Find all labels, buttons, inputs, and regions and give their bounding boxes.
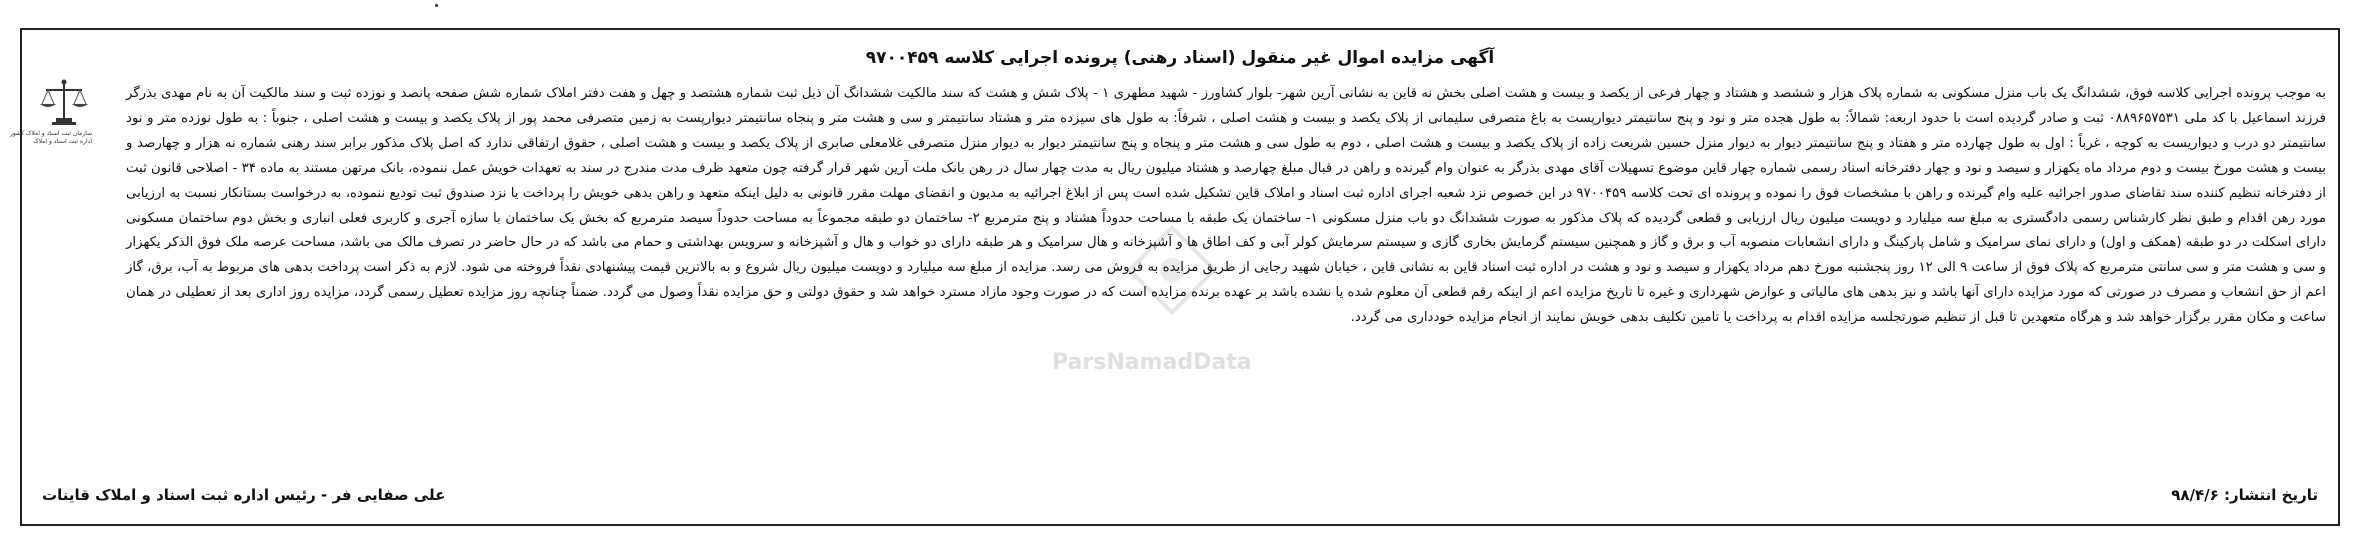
- publish-date-label: تاریخ انتشار:: [2224, 486, 2318, 504]
- notice-title: آگهی مزایده اموال غیر منقول (اسناد رهنی) پرونده اجرایی کلاسه ۹۷۰۰۴۵۹: [865, 48, 1495, 68]
- publish-date-value: ۹۸/۴/۶: [2171, 486, 2219, 504]
- signer-name: علی صفایی فر - رئیس اداره ثبت اسناد و املاک قاینات: [42, 486, 446, 504]
- logo-caption-line2: اداره ثبت اسناد و املاک: [33, 138, 92, 145]
- watermark-text: ParsNamadData: [1052, 350, 1252, 375]
- notice-frame: [9, 28, 2340, 526]
- notice-body: به موجب پرونده اجرایی کلاسه فوق، ششدانگ یک باب منزل مسکونی به شماره پلاک هزار و ششصد و هشتاد و چهار فرعی از یکصد و بیست و هشت اصلی بخش نه قاین به نشانی آرین شهر- بلوار کشاورز - شهید مطهری ۱ - پلاک شش و هشت که سند مالکیت ششدانگ آن ذیل ثبت شماره هشتصد و چهل و هفت دفتر املاک شماره شش صفحه پانصد و نوزده ثبت و سند مالکیت آن به نام مهدی بذرگر فرزند اسماعیل با کد ملی ۰۸۸۹۶۵۷۵۳۱ ثبت و صادر گردیده است با حدود اربعه: شمالاً: به طول هجده متر و نود و پنج سانتیمتر دیوارپست به باغ متصرفی سلیمانی از پلاک یکصد و بیست و هشت اصلی ، شرقاً: به طول های سیزده متر و هشتاد سانتیمتر و سی و هشت متر و پنجاه سانتیمتر دیوارپست به زمین متصرفی محمد پور از پلاک یکصد و بیست و هشت اصلی ، جنوباً : به طول نوزده متر و نود سانتیمتر دو درب و دیواریست به کوچه ، غرباً : اول به طول چهارده متر و هفتاد و پنج سانتیمتر دیوار به دیوار منزل حسین شریعت زاده از پلاک یکصد و بیست و هشت اصلی ، دوم به طول سی و هشت متر و پنجاه و پنج سانتیمتر دیوار به دیوار منزل متصرفی غلامعلی صابری از پلاک یکصد و بیست و هشت اصلی ، حقوق ارتفاقی ندارد که اصل پلاک مذکور برابر سند رهنی شماره نه هزار و چهارصد و بیست و هشت مورخ بیست و دوم مرداد ماه یکهزار و سیصد و نود و چهار دفترخانه اسناد رسمی شماره چهار قاین موضوع تسهیلات آقای مهدی بذرگر به عنوان وام گیرنده و راهن در قبال مبلغ چهارصد و هشتاد میلیون ریال به مدت چهار سال در رهن بانک ملت آرین شهر قرار گرفته چون متعهد ظرف مدت مندرج در سند به تعهدات خویش عمل ننموده، بانک مرتهن مستند به ماده ۳۴ - اصلاحی قانون ثبت از دفترخانه تنظیم کننده سند تقاضای صدور اجرائیه علیه وام گیرنده و راهن با مشخصات فوق را نموده و پرونده ای تحت کلاسه ۹۷۰۰۴۵۹ در این خصوص نزد شعبه اجرای اداره ثبت اسناد و املاک قاین تشکیل شده است پس از ابلاغ اجرائیه به مدیون و انقضای مهلت مقرر قانونی به دلیل اینکه متعهد و راهن بدهی خویش را پرداخت یا نزد صندوق ثبت تودیع ننموده، به درخواست بستانکار نسبت به ارزیابی مورد رهن اقدام و طبق نظر کارشناس رسمی دادگستری به مبلغ سه میلیارد و دویست میلیون ریال ارزیابی و قطعی گردیده که پلاک مذکور به صورت ششدانگ دو باب منزل مسکونی ۱- ساختمان یک طبقه با مساحت حدوداً هشتاد و پنج مترمربع ۲- ساختمان دو طبقه مجموعاً به مساحت حدوداً سیصد مترمربع که بخش یک ساختمان با سازه آجری و کاربری فعلی انباری و بخش دوم ساختمان مسکونی دارای اسکلت در دو طبقه (همکف و اول) و دارای نمای سرامیک و شامل پارکینگ و دارای انشعابات منصوبه آب و برق و گاز و همچنین سیستم گرمایش بخاری گازی و سیستم سرمایش کولر آبی و کف اطاق ها و آشپزخانه و هال سرامیک و هر طبقه دارای دو خواب و هال و آشپزخانه و سرویس بهداشتی و حمام می باشد که در حال حاضر در تصرف مالک می باشد، مساحت عرصه ملک فوق الذکر یکهزار و سی و هشت متر و سی سانتی مترمربع که پلاک فوق از ساعت ۹ الی ۱۲ روز پنجشنبه مورخ دهم مرداد یکهزار و سیصد و نود و هشت در اداره ثبت اسناد قاین به نشانی قاین ، خیابان شهید رجایی از طریق مزایده به فروش می رسد. مزایده از مبلغ سه میلیارد و دویست میلیون ریال شروع و به بالاترین قیمت پیشنهادی نقداً فروخته می شود. لازم به ذکر است پرداخت بدهی های مربوط به آب، برق، گاز اعم از حق انشعاب و مصرف در صورتی که مورد مزایده دارای آنها باشد و نیز بدهی های مالیاتی و عوارض شهرداری و غیره تا تاریخ مزایده اعم از اینکه رقم قطعی آن معلوم شده یا نشده باشد بر عهده برنده مزایده است که در صورت وجود مازاد مسترد خواهد شد و حقوق دولتی و حق مزایده نقداً وصول می گردد. ضمناً چنانچه روز مزایده تعطیل رسمی گردد، مزایده روز اداری بعد از تعطیلی در همان ساعت و مکان مقرر برگزار خواهد شد و هرگاه متعهدین تا قبل از تنظیم صورتجلسه مزایده اقدام به پرداخت یا تامین تکلیف بدهی خویش نمایند از انجام مزایده خودداری می گردد.: [126, 86, 2326, 326]
- publish-date: [2171, 486, 2318, 504]
- logo-caption-line1: سازمان ثبت اسناد و املاک کشور: [9, 130, 92, 137]
- scales-of-justice-icon: [34, 78, 94, 130]
- stray-dot: [435, 4, 438, 7]
- registry-logo: [9, 78, 94, 146]
